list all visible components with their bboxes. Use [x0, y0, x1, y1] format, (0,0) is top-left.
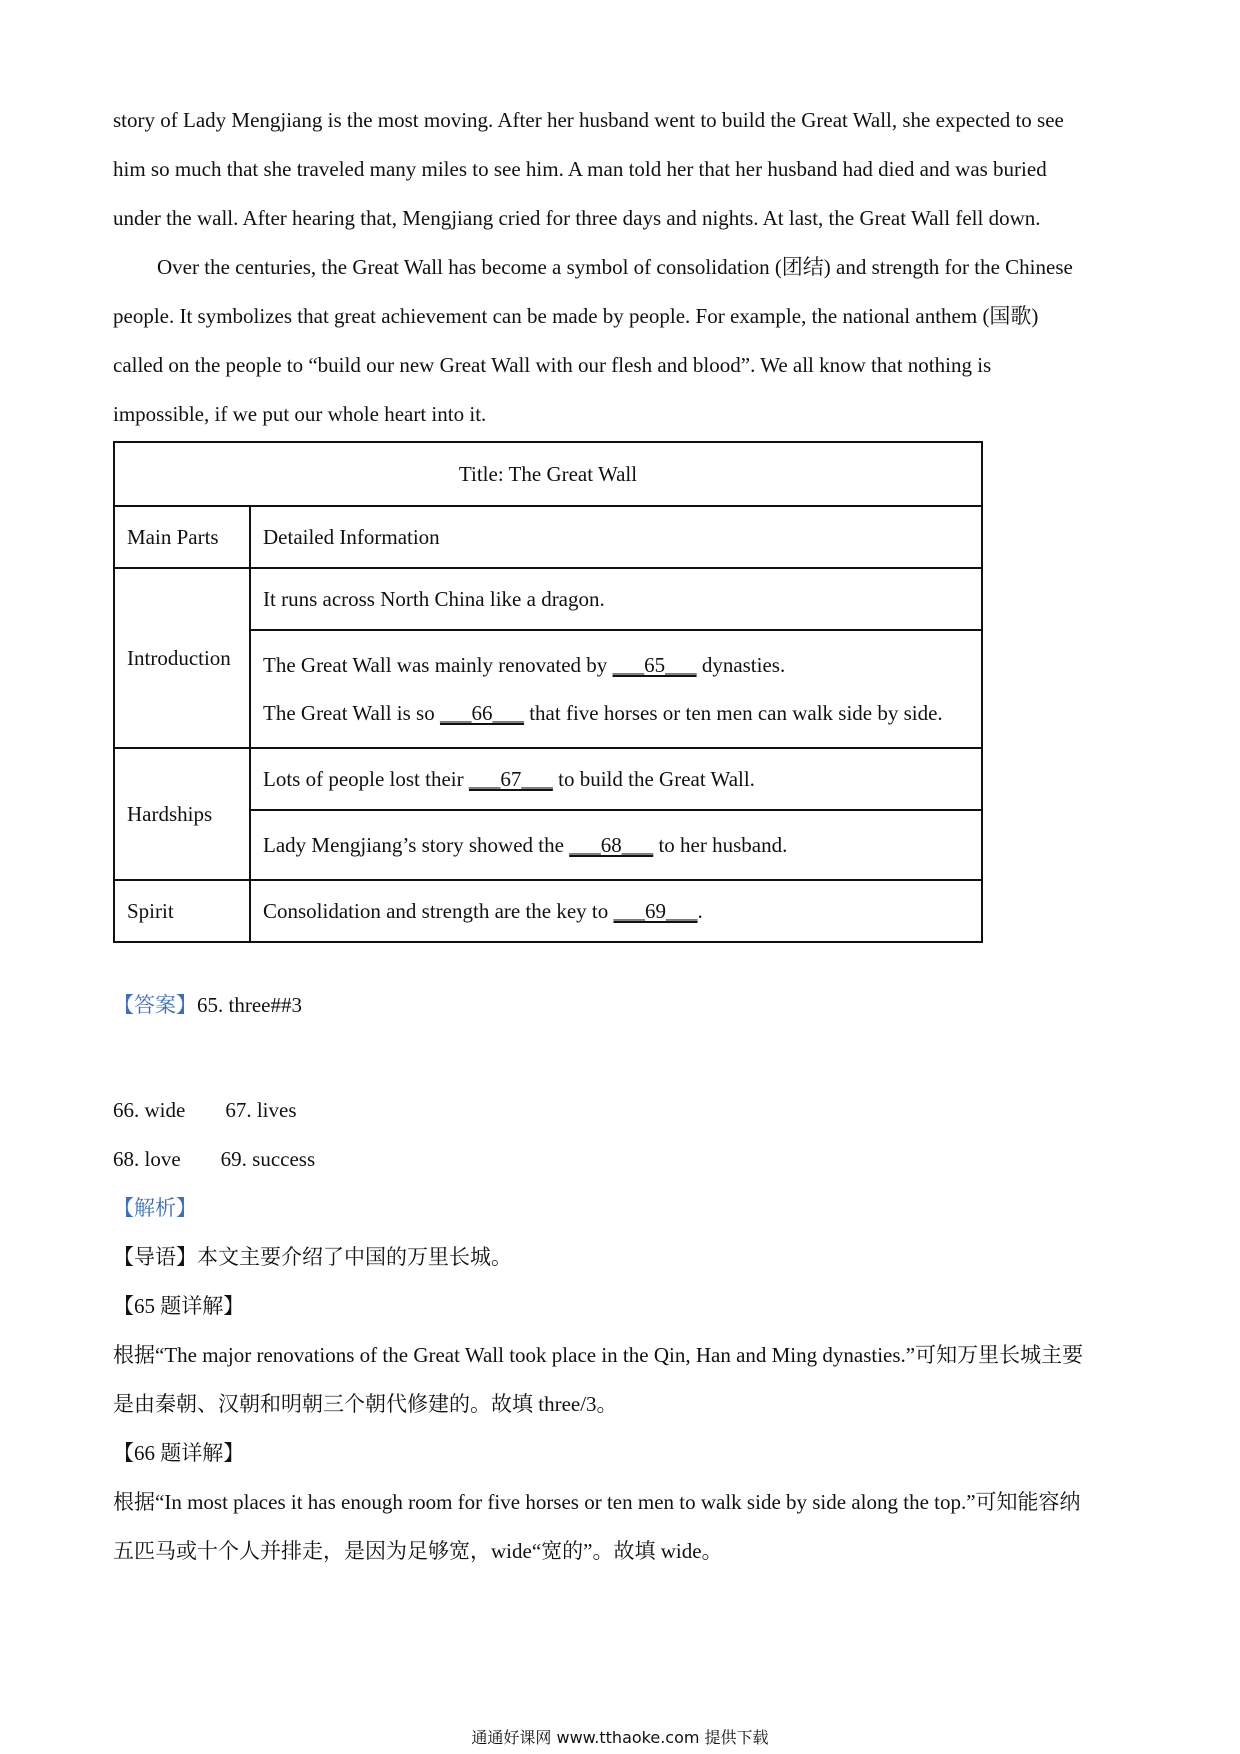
answer-label: 【答案】: [113, 993, 197, 1017]
blank-69[interactable]: ___69___: [613, 898, 698, 923]
passage-line: people. It symbolizes that great achievement can be made by people. For example, the national anthem (国歌): [113, 304, 1039, 328]
table-title: Title: The Great Wall: [114, 442, 982, 506]
document-page: [113, 98, 1133, 1578]
blank-68[interactable]: ___68___: [569, 832, 654, 857]
blank-67[interactable]: ___67___: [468, 766, 553, 791]
heading-66: 【66 题详解】: [113, 1441, 245, 1465]
passage-line: story of Lady Mengjiang is the most moving. After her husband went to build the Great Wall, she expected to see: [113, 108, 1064, 132]
page-footer: 通通好课网 www.tthaoke.com 提供下载: [471, 1728, 769, 1747]
header-detailed-info: Detailed Information: [250, 506, 982, 568]
intro-row-2: The Great Wall was mainly renovated by ___65___ dynasties. The Great Wall is so ___66___ that five horses or ten men can walk side by side.: [250, 630, 982, 748]
spirit-label: Spirit: [114, 880, 250, 942]
intro-label: Introduction: [114, 568, 250, 748]
hardships-row-2: Lady Mengjiang’s story showed the ___68___ to her husband.: [250, 810, 982, 880]
detail-66-line: 根据“In most places it has enough room for five horses or ten men to walk side by side along the top.”可知能容纳: [113, 1490, 1081, 1514]
passage-line: called on the people to “build our new Great Wall with our flesh and blood”. We all know that nothing is: [113, 353, 992, 377]
detail-65-line: 根据“The major renovations of the Great Wall took place in the Qin, Han and Ming dynasties.”可知万里长城主要: [113, 1343, 1084, 1367]
header-main-parts: Main Parts: [114, 506, 250, 568]
answer-line: 66. wide 67. lives: [113, 1098, 297, 1122]
spirit-row: Consolidation and strength are the key to ___69___.: [250, 880, 982, 942]
analysis-label: 【解析】: [113, 1196, 197, 1220]
detail-66-line: 五匹马或十个人并排走，是因为足够宽，wide“宽的”。故填 wide。: [113, 1539, 723, 1563]
passage-line: impossible, if we put our whole heart into it.: [113, 402, 487, 426]
blank-65[interactable]: ___65___: [612, 653, 697, 677]
passage-line: under the wall. After hearing that, Mengjiang cried for three days and nights. At last, the Great Wall fell down.: [113, 206, 1041, 230]
hardships-row-1: Lots of people lost their ___67___ to build the Great Wall.: [250, 748, 982, 810]
passage-line: him so much that she traveled many miles to see him. A man told her that her husband had died and was buried: [113, 157, 1047, 181]
detail-65-line: 是由秦朝、汉朝和明朝三个朝代修建的。故填 three/3。: [113, 1392, 618, 1416]
passage-line: Over the centuries, the Great Wall has become a symbol of consolidation (团结) and strength for the Chinese: [157, 255, 1073, 279]
blank-66[interactable]: ___66___: [439, 701, 524, 725]
answer-line: 【答案】65. three##3: [113, 993, 302, 1017]
hardships-label: Hardships: [114, 748, 250, 880]
analysis-intro: 【导语】本文主要介绍了中国的万里长城。: [113, 1245, 512, 1269]
great-wall-table: [113, 441, 983, 943]
answer-line: 68. love 69. success: [113, 1147, 316, 1171]
intro-row-1: It runs across North China like a dragon.: [250, 568, 982, 630]
heading-65: 【65 题详解】: [113, 1294, 245, 1318]
